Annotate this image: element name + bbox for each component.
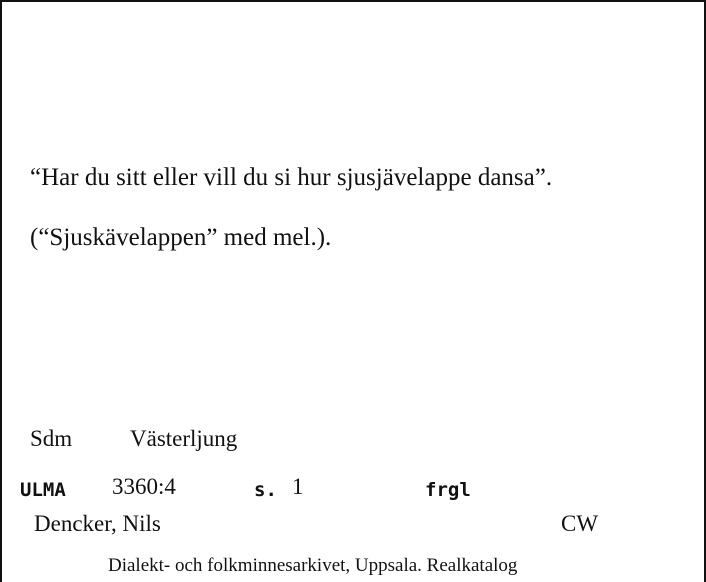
page-number: 1 bbox=[292, 474, 304, 499]
province-code: Sdm bbox=[30, 426, 73, 451]
collector-name: Dencker, Nils bbox=[34, 511, 161, 536]
subtitle-line: (“Sjuskävelappen” med mel.). bbox=[30, 224, 332, 251]
parish-name: Västerljung bbox=[130, 426, 238, 451]
card-top-border bbox=[0, 0, 706, 2]
title-line: “Har du sitt eller vill du si hur sjusjävelappe dansa”. bbox=[30, 164, 553, 191]
footer-text: Dialekt- och folkminnesarkivet, Uppsala. Realkatalog bbox=[108, 555, 518, 576]
category-code: frgl bbox=[425, 479, 471, 501]
initials: CW bbox=[561, 511, 599, 536]
card-left-border bbox=[0, 0, 2, 582]
page-label: s. bbox=[254, 479, 277, 501]
record-number: 3360:4 bbox=[112, 474, 176, 499]
archive-code: ULMA bbox=[20, 479, 66, 501]
